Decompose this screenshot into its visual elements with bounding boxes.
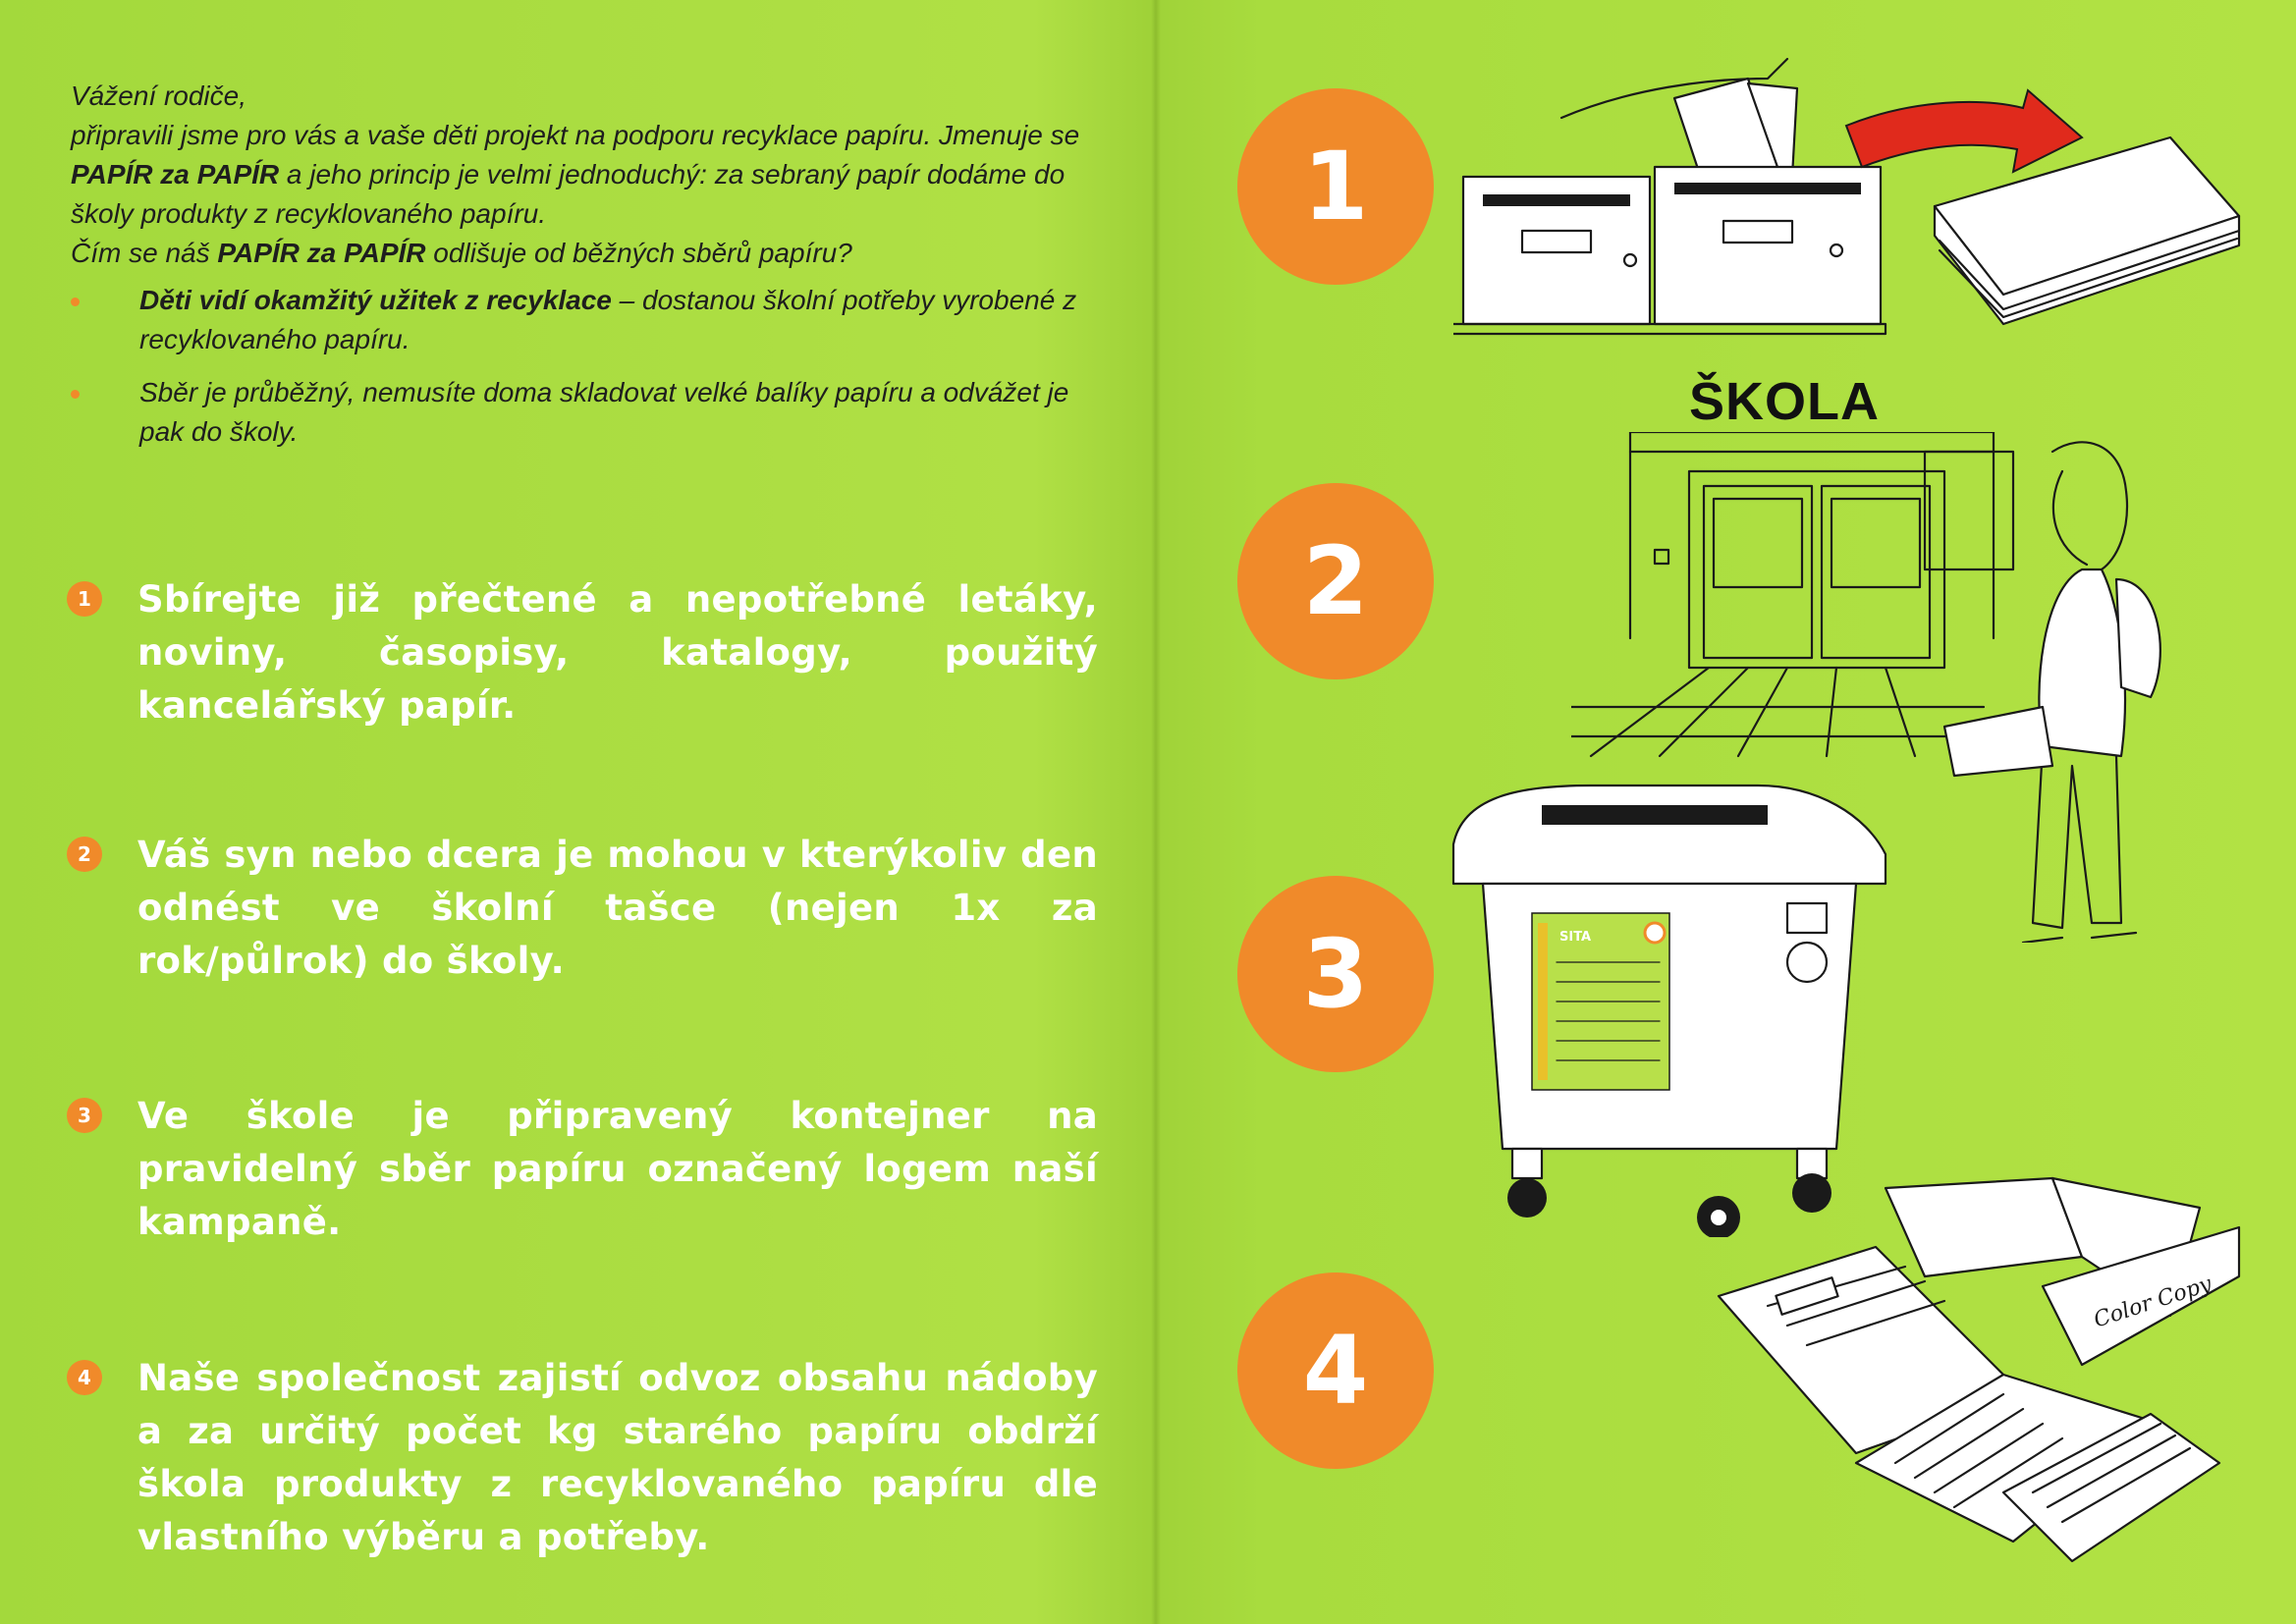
step-number-badge: 2 bbox=[67, 837, 102, 872]
big-number-2: 2 bbox=[1237, 483, 1434, 679]
container-brand-label: SITA bbox=[1559, 930, 1592, 945]
step-text: Naše společnost zajistí odvoz obsahu nádoby a za určitý počet kg starého papíru obdrží škola produkty z recyklovaného papíru dle vlastního výběru a potřeby. bbox=[137, 1357, 1098, 1558]
bullet-item: Děti vidí okamžitý užitek z recyklace – dostanou školní potřeby vyrobené z recyklovaného papíru. bbox=[71, 281, 1097, 359]
intro-bullets bbox=[71, 281, 1097, 452]
page-fold bbox=[1151, 0, 1161, 1624]
step-3 bbox=[67, 1090, 1098, 1249]
bullet-dot-icon bbox=[71, 298, 80, 306]
intro-question: Čím se náš PAPÍR za PAPÍR odlišuje od běžných sběrů papíru? bbox=[71, 238, 852, 268]
step-1 bbox=[67, 573, 1098, 732]
step-text: Sbírejte již přečtené a nepotřebné letáky, noviny, časopisy, katalogy, použitý kancelářský papír. bbox=[137, 578, 1098, 727]
step-number-badge: 3 bbox=[67, 1098, 102, 1133]
big-number-1: 1 bbox=[1237, 88, 1434, 285]
step-2 bbox=[67, 829, 1098, 988]
intro-text bbox=[71, 77, 1097, 465]
notebooks-illustration bbox=[1709, 1168, 2259, 1600]
intro-paragraph: připravili jsme pro vás a vaše děti projekt na podporu recyklace papíru. Jmenuje se PAPÍR za PAPÍR a jeho princip je velmi jednoduchý: za sebraný papír dodáme do školy produkty z recyklovaného papíru. bbox=[71, 120, 1080, 229]
step-text: Váš syn nebo dcera je mohou v kterýkoliv den odnést ve školní tašce (nejen 1x za rok/půlrok) do školy. bbox=[137, 834, 1098, 982]
step-text: Ve škole je připravený kontejner na pravidelný sběr papíru označený logem naší kampaně. bbox=[137, 1095, 1098, 1243]
bullet-item: Sběr je průběžný, nemusíte doma skladovat velké balíky papíru a odvážet je pak do školy. bbox=[71, 373, 1097, 452]
step-number-badge: 1 bbox=[67, 581, 102, 617]
big-number-3: 3 bbox=[1237, 876, 1434, 1072]
greeting: Vážení rodiče, bbox=[71, 81, 246, 111]
mailbox-illustration bbox=[1453, 39, 2259, 373]
big-number-4: 4 bbox=[1237, 1272, 1434, 1469]
notebook-label: Color Copy bbox=[2091, 1272, 2215, 1333]
step-number-badge: 4 bbox=[67, 1360, 102, 1395]
project-name: PAPÍR za PAPÍR bbox=[71, 159, 280, 189]
step-4 bbox=[67, 1352, 1098, 1564]
school-sign: ŠKOLA bbox=[1689, 372, 1880, 431]
bullet-dot-icon bbox=[71, 390, 80, 399]
